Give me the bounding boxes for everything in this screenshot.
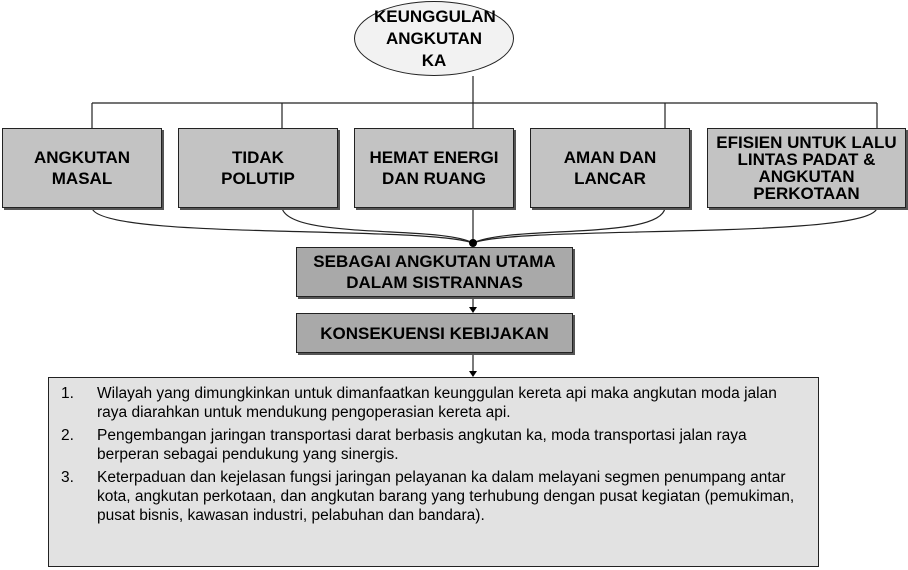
policy-text: Wilayah yang dimungkinkan untuk dimanfaatkan keunggulan kereta api maka angkutan moda jalan raya diarahkan untuk mendukung pengoperasian kereta api. <box>97 385 777 421</box>
advantage-box <box>707 128 906 208</box>
role-text: SEBAGAI ANGKUTAN UTAMA DALAM SISTRANNAS <box>313 252 556 292</box>
curve-connector <box>92 208 473 243</box>
advantage-label: ANGKUTAN MASAL <box>33 148 130 188</box>
advantage-box <box>530 128 690 208</box>
policy-number: 1. <box>61 385 74 402</box>
policy-item <box>59 468 808 525</box>
policy-item <box>59 384 808 422</box>
consequence-box <box>296 313 573 353</box>
policy-number: 3. <box>61 469 74 486</box>
policy-item <box>59 426 808 464</box>
policy-list <box>48 377 819 567</box>
curve-connector <box>473 208 877 243</box>
advantage-label: HEMAT ENERGI DAN RUANG <box>369 148 499 188</box>
role-box <box>296 247 573 297</box>
advantage-label: AMAN DAN LANCAR <box>563 148 657 188</box>
advantage-label: TIDAK POLUTIP <box>221 148 295 188</box>
consequence-text: KONSEKUENSI KEBIJAKAN <box>320 323 549 343</box>
junction-dot <box>469 239 477 247</box>
policy-number: 2. <box>61 427 74 444</box>
policy-text: Pengembangan jaringan transportasi darat berbasis angkutan ka, moda transportasi jalan raya berperan sebagai pendukung yang sinergis. <box>97 427 747 463</box>
title-ellipse <box>354 1 514 76</box>
advantage-box <box>354 128 514 208</box>
advantage-box <box>178 128 338 208</box>
advantage-box <box>2 128 162 208</box>
policy-text: Keterpaduan dan kejelasan fungsi jaringan pelayanan ka dalam melayani segmen penumpang antar kota, angkutan perkotaan, dan angkutan barang yang terhubung dengan pusat kegiatan (pemukiman, pusat bisnis, kawasan industri, pelabuhan dan bandara). <box>97 469 795 524</box>
title-text: KEUNGGULAN ANGKUTAN KA <box>374 6 496 70</box>
advantage-label: EFISIEN UNTUK LALU LINTAS PADAT & ANGKUTAN PERKOTAAN <box>716 133 897 203</box>
